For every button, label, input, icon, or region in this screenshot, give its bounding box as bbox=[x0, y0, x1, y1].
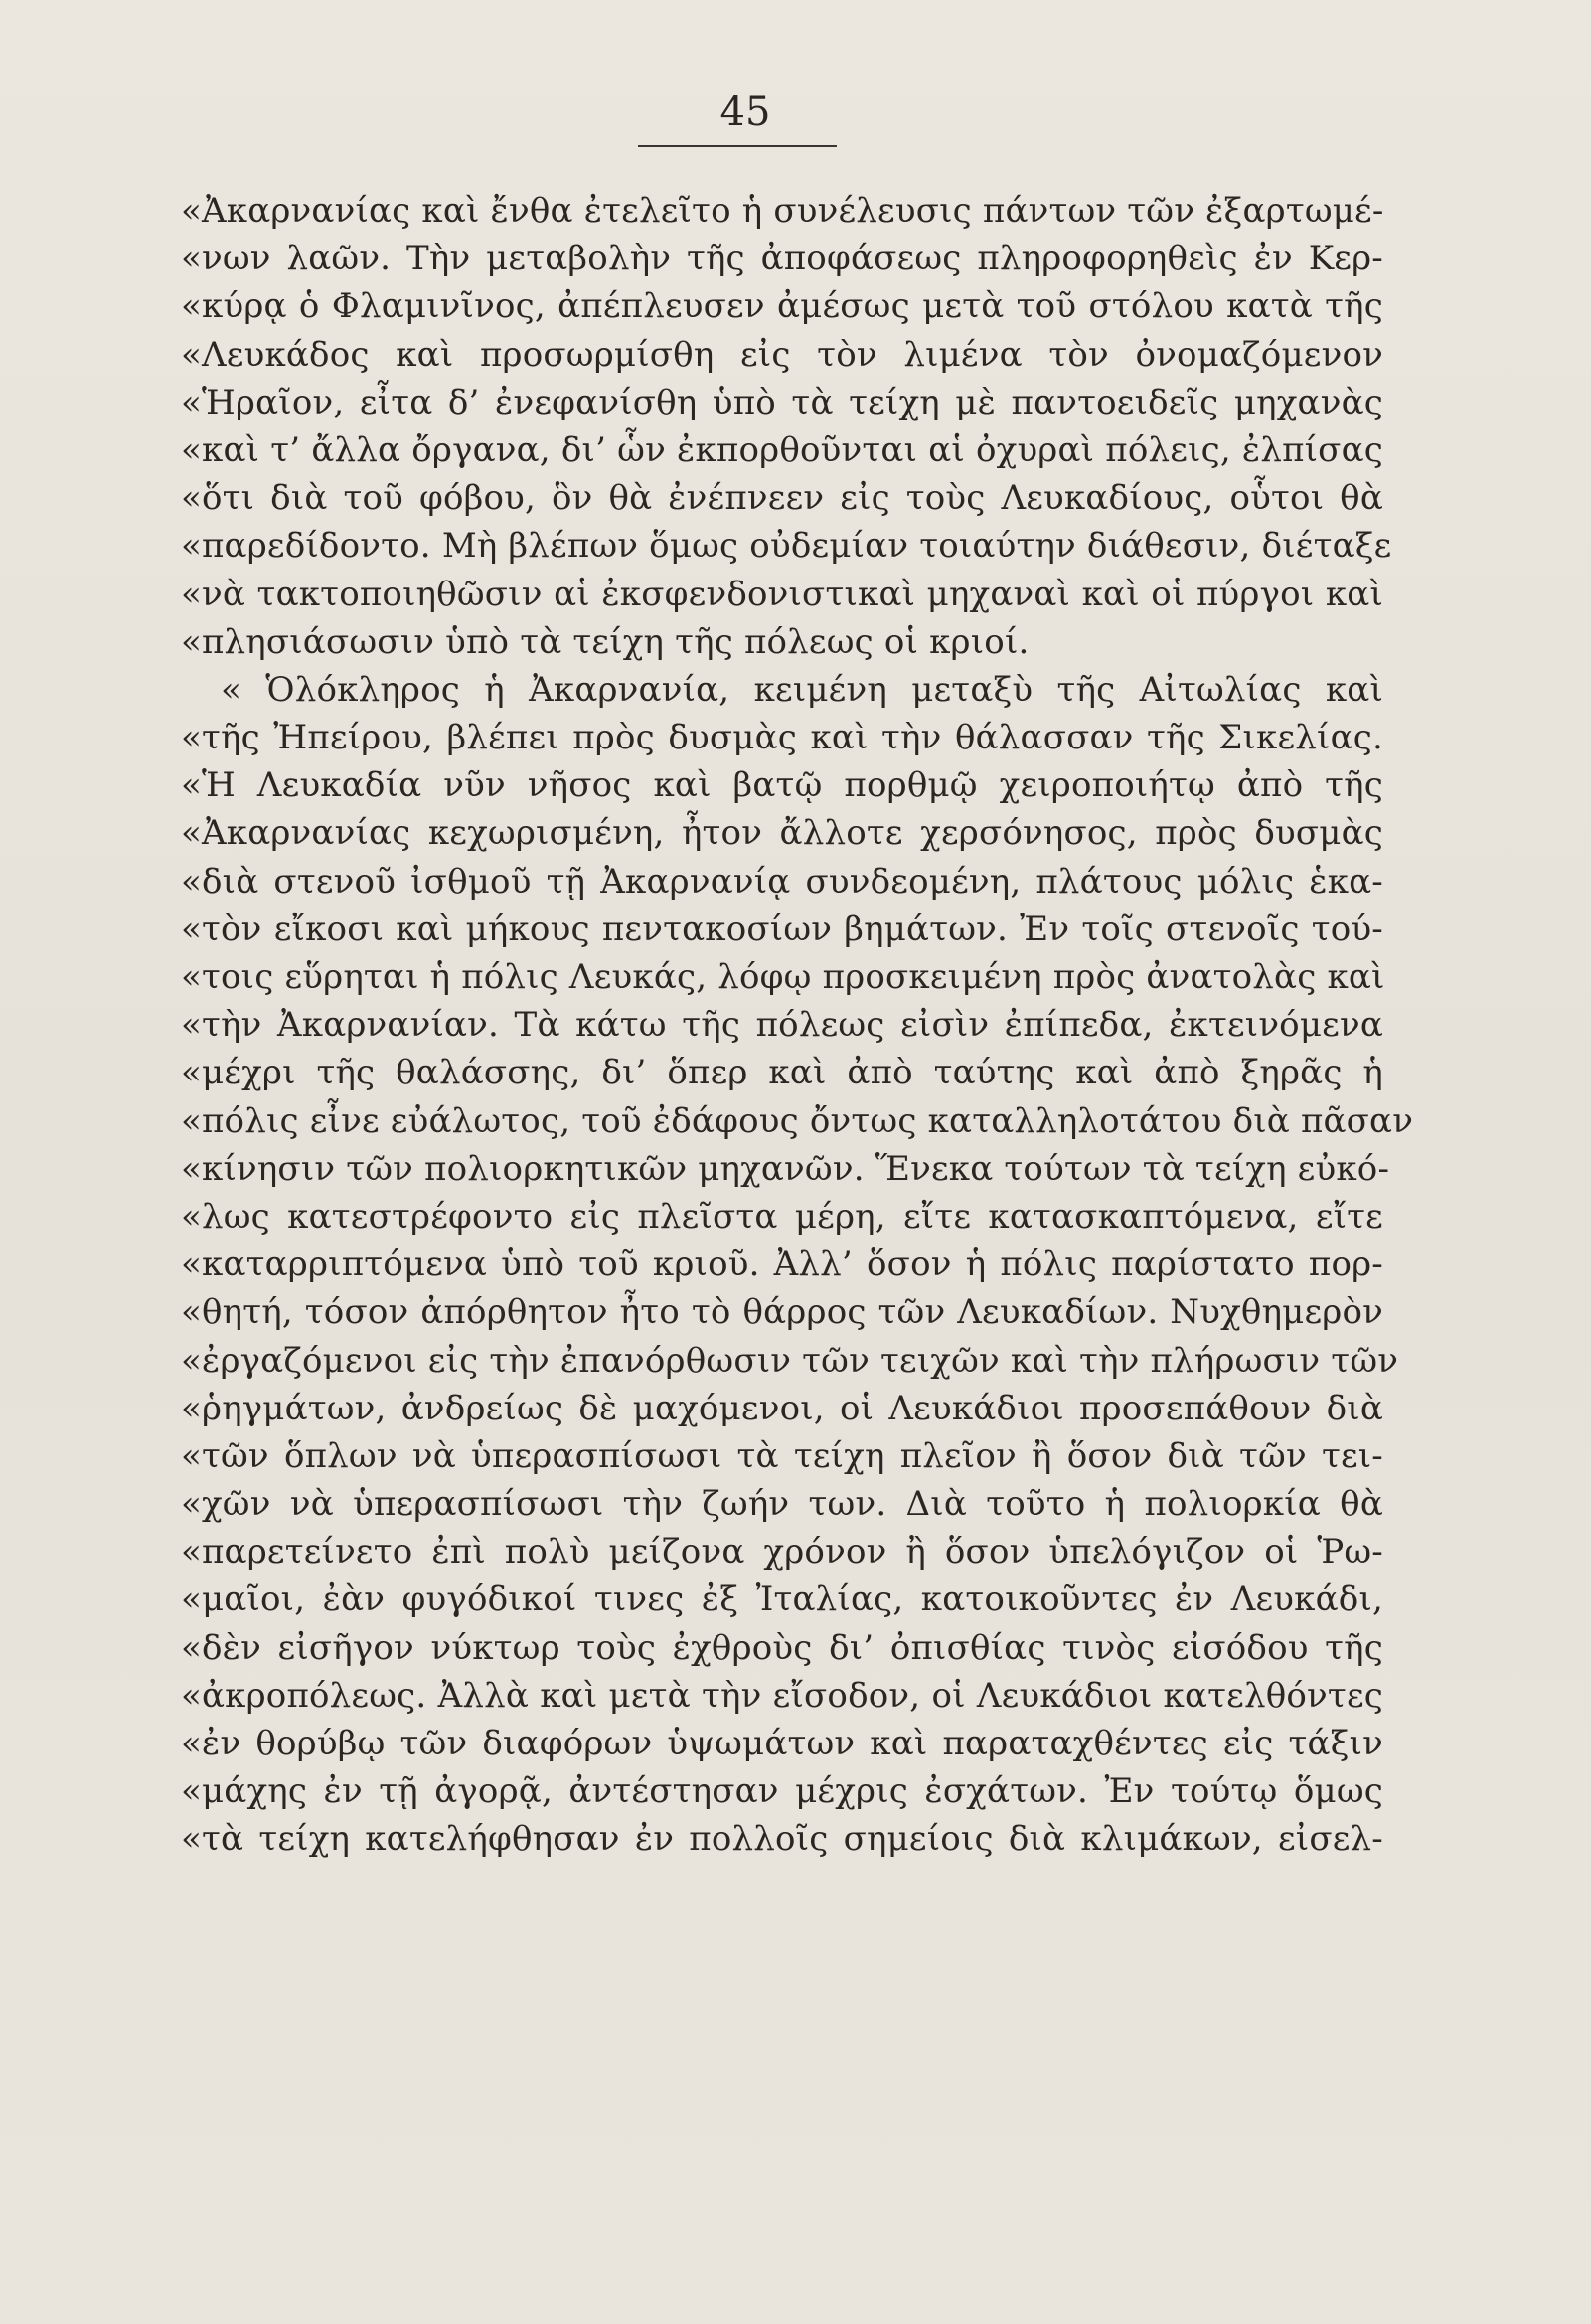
header-rule bbox=[638, 145, 837, 147]
text-line: «θητή, τόσον ἀπόρθητον ἦτο τὸ θάρρος τῶν Λευκαδίων. Νυχθημερὸν bbox=[181, 1292, 1383, 1333]
text-line: «ἐργαζόμενοι εἰς τὴν ἐπανόρθωσιν τῶν τειχῶν καὶ τὴν πλήρωσιν τῶν bbox=[181, 1340, 1399, 1381]
text-line: «τὸν εἴκοσι καὶ μήκους πεντακοσίων βημάτων. Ἐν τοῖς στενοῖς τού- bbox=[181, 909, 1383, 949]
text-line: « Ὁλόκληρος ἡ Ἀκαρνανία, κειμένη μεταξὺ τῆς Αἰτωλίας καὶ bbox=[221, 669, 1383, 710]
page-number: 45 bbox=[719, 89, 771, 135]
text-line: «Ἡ Λευκαδία νῦν νῆσος καὶ βατῷ πορθμῷ χειροποιήτῳ ἀπὸ τῆς bbox=[181, 765, 1383, 806]
text-line: «ὅτι διὰ τοῦ φόβου, ὃν θὰ ἐνέπνεεν εἰς τοὺς Λευκαδίους, οὗτοι θὰ bbox=[181, 478, 1383, 519]
text-line: «μέχρι τῆς θαλάσσης, δι’ ὅπερ καὶ ἀπὸ ταύτης καὶ ἀπὸ ξηρᾶς ἡ bbox=[181, 1053, 1383, 1093]
text-line: «παρετείνετο ἐπὶ πολὺ μείζονα χρόνον ἢ ὅσον ὑπελόγιζον οἱ Ῥω- bbox=[181, 1532, 1383, 1573]
text-line: «πλησιάσωσιν ὑπὸ τὰ τείχη τῆς πόλεως οἱ κριοί. bbox=[181, 621, 1030, 662]
text-line: «παρεδίδοντο. Μὴ βλέπων ὅμως οὐδεμίαν τοιαύτην διάθεσιν, διέταξε bbox=[181, 526, 1392, 567]
text-line: «νὰ τακτοποιηθῶσιν αἱ ἐκσφενδονιστικαὶ μηχαναὶ καὶ οἱ πύργοι καὶ bbox=[181, 574, 1383, 614]
text-line: «κίνησιν τῶν πολιορκητικῶν μηχανῶν. Ἕνεκα τούτων τὰ τείχη εὐκό- bbox=[181, 1148, 1390, 1189]
text-line: «διὰ στενοῦ ἰσθμοῦ τῇ Ἀκαρνανίᾳ συνδεομένη, πλάτους μόλις ἑκα- bbox=[181, 861, 1383, 902]
text-line: «Ἀκαρνανίας καὶ ἔνθα ἐτελεῖτο ἡ συνέλευσις πάντων τῶν ἐξαρτωμέ- bbox=[181, 191, 1384, 231]
text-line: «λως κατεστρέφοντο εἰς πλεῖστα μέρη, εἴτε κατασκαπτόμενα, εἴτε bbox=[181, 1196, 1383, 1237]
text-line: «ῥηγμάτων, ἀνδρείως δὲ μαχόμενοι, οἱ Λευκάδιοι προσεπάθουν διὰ bbox=[181, 1388, 1383, 1428]
text-line: «νων λαῶν. Τὴν μεταβολὴν τῆς ἀποφάσεως πληροφορηθεὶς ἐν Κερ- bbox=[181, 239, 1383, 279]
body-text bbox=[181, 187, 1414, 1864]
text-line: «τοις εὕρηται ἡ πόλις Λευκάς, λόφῳ προσκειμένη πρὸς ἀνατολὰς καὶ bbox=[181, 957, 1385, 997]
text-line: «πόλις εἶνε εὐάλωτος, τοῦ ἐδάφους ὄντως καταλληλοτάτου διὰ πᾶσαν bbox=[181, 1100, 1414, 1141]
text-line: «Ἡραῖον, εἶτα δ’ ἐνεφανίσθη ὑπὸ τὰ τείχη μὲ παντοειδεῖς μηχανὰς bbox=[181, 382, 1383, 422]
text-line: «Λευκάδος καὶ προσωρμίσθη εἰς τὸν λιμένα τὸν ὀνομαζόμενον bbox=[181, 334, 1383, 375]
text-line: «δὲν εἰσῆγον νύκτωρ τοὺς ἐχθροὺς δι’ ὀπισθίας τινὸς εἰσόδου τῆς bbox=[181, 1627, 1383, 1668]
text-line: «μαῖοι, ἐὰν φυγόδικοί τινες ἐξ Ἰταλίας, κατοικοῦντες ἐν Λευκάδι, bbox=[181, 1579, 1383, 1620]
text-line: «μάχης ἐν τῇ ἀγορᾷ, ἀντέστησαν μέχρις ἐσχάτων. Ἐν τούτῳ ὅμως bbox=[181, 1771, 1383, 1812]
text-line: «τὰ τείχη κατελήφθησαν ἐν πολλοῖς σημείοις διὰ κλιμάκων, εἰσελ- bbox=[181, 1819, 1383, 1860]
text-line: «χῶν νὰ ὑπερασπίσωσι τὴν ζωήν των. Διὰ τοῦτο ἡ πολιορκία θὰ bbox=[181, 1484, 1383, 1525]
text-line: «ἀκροπόλεως. Ἀλλὰ καὶ μετὰ τὴν εἴσοδον, οἱ Λευκάδιοι κατελθόντες bbox=[181, 1675, 1383, 1716]
text-line: «τῆς Ἠπείρου, βλέπει πρὸς δυσμὰς καὶ τὴν θάλασσαν τῆς Σικελίας. bbox=[181, 718, 1383, 758]
text-line: «καὶ τ’ ἄλλα ὄργανα, δι’ ὧν ἐκπορθοῦνται αἱ ὀχυραὶ πόλεις, ἐλπίσας bbox=[181, 429, 1383, 470]
text-line: «ἐν θορύβῳ τῶν διαφόρων ὑψωμάτων καὶ παραταχθέντες εἰς τάξιν bbox=[181, 1724, 1383, 1763]
text-line: «τὴν Ἀκαρνανίαν. Τὰ κάτω τῆς πόλεως εἰσὶν ἐπίπεδα, ἐκτεινόμενα bbox=[181, 1005, 1383, 1046]
text-line: «Ἀκαρνανίας κεχωρισμένη, ἦτον ἄλλοτε χερσόνησος, πρὸς δυσμὰς bbox=[181, 813, 1383, 854]
text-line: «καταρριπτόμενα ὑπὸ τοῦ κριοῦ. Ἀλλ’ ὅσον ἡ πόλις παρίστατο πορ- bbox=[181, 1245, 1383, 1285]
text-line: «κύρᾳ ὁ Φλαμινῖνος, ἀπέπλευσεν ἀμέσως μετὰ τοῦ στόλου κατὰ τῆς bbox=[181, 286, 1383, 327]
text-line: «τῶν ὅπλων νὰ ὑπερασπίσωσι τὰ τείχη πλεῖον ἢ ὅσον διὰ τῶν τει- bbox=[181, 1435, 1383, 1476]
